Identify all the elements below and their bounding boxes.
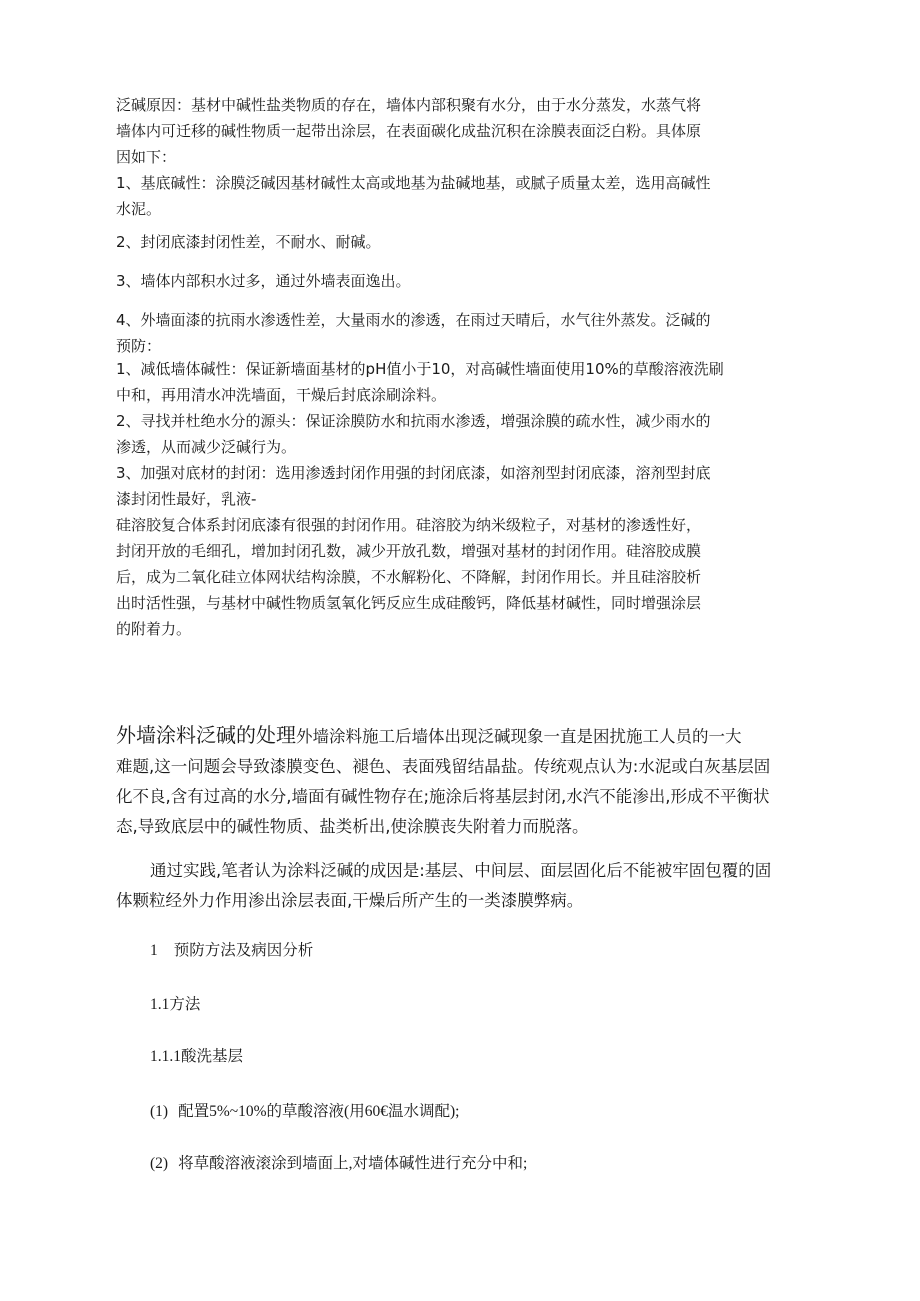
text-line: 难题,这一问题会导致漆膜变色、褪色、表面残留结晶盐。传统观点认为:水泥或白灰基层固 [116, 757, 771, 776]
text-line: 态,导致底层中的碱性物质、盐类析出,使涂膜丧失附着力而脱落。 [116, 817, 589, 836]
text-line: 1、基底碱性：涂膜泛碱因基材碱性太高或地基为盐碱地基，或腻子质量太差，选用高碱性 [116, 174, 711, 192]
paragraph-cause-2 [116, 229, 808, 255]
section-heading: 外墙涂料泛碱的处理 [116, 723, 296, 747]
paragraph-practice [116, 856, 804, 916]
heading-number: 1 [150, 942, 158, 959]
section-treatment-intro [116, 720, 804, 842]
text-line: 预防： [116, 337, 162, 355]
text-line: 2、寻找并杜绝水分的源头：保证涂膜防水和抗雨水渗透，增强涂膜的疏水性，减少雨水的 [116, 412, 711, 430]
text-line: 2、封闭底漆封闭性差，不耐水、耐碱。 [116, 233, 381, 251]
text-line: 出时活性强，与基材中碱性物质氢氧化钙反应生成硅酸钙，降低基材碱性，同时增强涂层 [116, 594, 702, 612]
text-line: 泛碱原因：基材中碱性盐类物质的存在，墙体内部积聚有水分，由于水分蒸发，水蒸气将 [116, 96, 702, 114]
text-line: 4、外墙面漆的抗雨水渗透性差，大量雨水的渗透，在雨过天晴后，水气往外蒸发。泛碱的 [116, 311, 711, 329]
heading-text: 1.1方法 [150, 996, 201, 1013]
text-line: 硅溶胶复合体系封闭底漆有很强的封闭作用。硅溶胶为纳米级粒子，对基材的渗透性好， [116, 516, 702, 534]
heading-level-2 [150, 994, 200, 1016]
text-line: 化不良,含有过高的水分,墙面有碱性物存在;施涂后将基层封闭,水汽不能渗出,形成不平衡状 [116, 787, 770, 806]
step-text: 将草酸溶液滚涂到墙面上,对墙体碱性进行充分中和; [178, 1155, 528, 1172]
heading-level-3 [150, 1046, 243, 1068]
text-line: 渗透，从而减少泛碱行为。 [116, 438, 297, 456]
text-line: 封闭开放的毛细孔，增加封闭孔数，减少开放孔数，增强对基材的封闭作用。硅溶胶成膜 [116, 542, 702, 560]
text-line: 1、减低墙体碱性：保证新墙面基材的pH值小于10，对高碱性墙面使用10%的草酸溶液洗刷 [116, 360, 724, 378]
text-line: 水泥。 [116, 200, 162, 218]
step-number: (1) [150, 1103, 169, 1120]
text-line: 的附着力。 [116, 620, 192, 638]
step-number: (2) [150, 1155, 169, 1172]
text-line: 外墙涂料施工后墙体出现泛碱现象一直是困扰施工人员的一大 [296, 727, 742, 746]
text-line: 体颗粒经外力作用渗出涂层表面,干燥后所产生的一类漆膜弊病。 [116, 891, 584, 910]
text-line: 后，成为二氧化硅立体网状结构涂膜，不水解粉化、不降解，封闭作用长。并且硅溶胶析 [116, 568, 702, 586]
text-line: 3、加强对底材的封闭：选用渗透封闭作用强的封闭底漆，如溶剂型封闭底漆，溶剂型封底 [116, 464, 711, 482]
heading-text: 预防方法及病因分析 [173, 941, 314, 959]
text-line: 因如下： [116, 148, 177, 166]
text-line: 墙体内可迁移的碱性物质一起带出涂层，在表面碳化成盐沉积在涂膜表面泛白粉。具体原 [116, 122, 702, 140]
text-line: 通过实践,笔者认为涂料泛碱的成因是:基层、中间层、面层固化后不能被牢固包覆的固 [150, 861, 772, 880]
text-line: 中和，再用清水冲洗墙面，干燥后封底涂刷涂料。 [116, 386, 447, 404]
paragraph-cause-4 [116, 307, 808, 359]
paragraph-cause-1 [116, 170, 808, 222]
step-text: 配置5%~10%的草酸溶液(用60€温水调配); [178, 1103, 460, 1120]
text-line: 3、墙体内部积水过多，通过外墙表面逸出。 [116, 272, 411, 290]
paragraph-cause-3 [116, 268, 808, 294]
paragraph-prevention [116, 356, 808, 642]
heading-level-1 [150, 939, 313, 962]
step-item-1 [150, 1101, 459, 1123]
text-line: 漆封闭性最好，乳液- [116, 490, 257, 508]
step-item-2 [150, 1153, 527, 1175]
heading-text: 1.1.1酸洗基层 [150, 1048, 244, 1065]
paragraph-cause [116, 92, 808, 170]
